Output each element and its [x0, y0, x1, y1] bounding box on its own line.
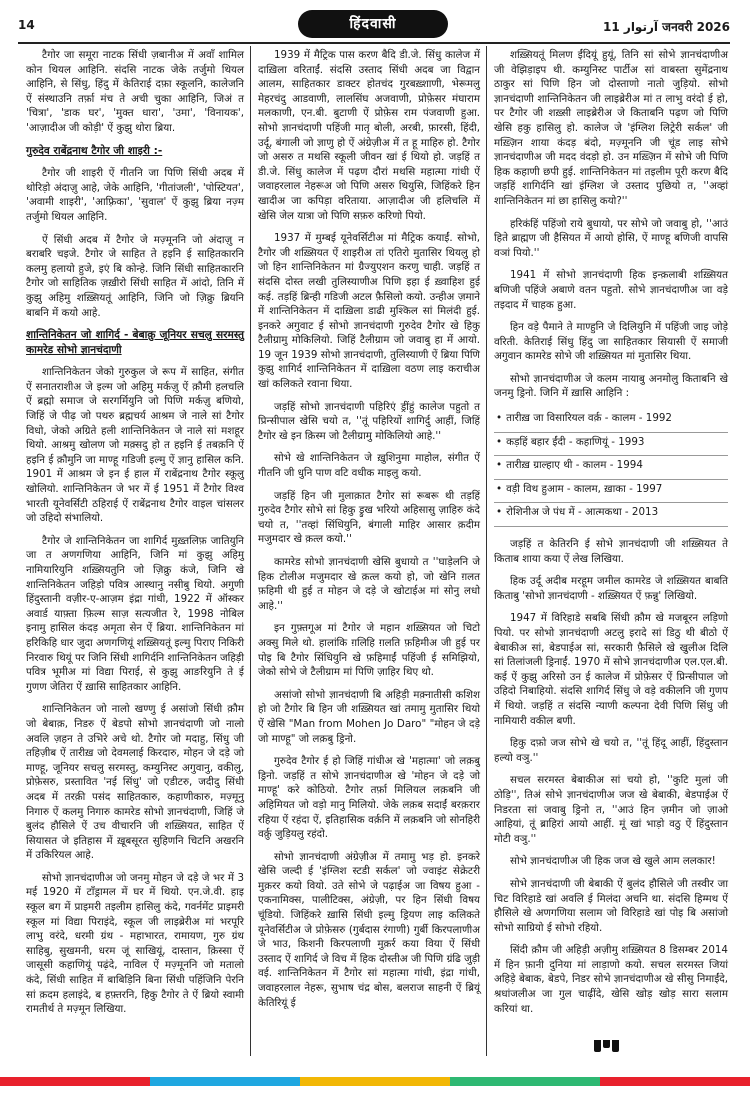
page-number: 14 [18, 18, 35, 32]
masthead-title: हिंदवासी [349, 16, 397, 32]
paragraph: सोभो ज्ञानचंदाणी अंग्रेज़ीअ में तमामु भड़ हो. इनकरे खेसि जल्दी ई 'इंग्लिश स्टडी सर्कल' जो ज्वाइंट सेक्रेटरी मुक़रर कयो वियो. उते सोभे जे पढ़ाईअ जा विषय हुआ - एकनामिक्स, पालीटिक्स, अंग्रेज़ी, पर हिन सिंधी विषय चूंडियो. जिहिंकरे ख़ासि सिंधी इल्मु ड्रियण लाइ कलिकते यूनेवर्सिटीअ जे प्रोफ़ेसरु (गुर्बदास रंगाणी) गुर्बी किरपलाणीअ जे भाउ, किशनी किरपलाणी मुक़र्र कया विया ऐं सिंधी उस्ताद ऐं शागिर्द जे विच में हिक दोस्तीअ जी पिणि ग्रंढि जुड़ी वई. शान्तिनिकेतन में टैगोर सां महात्मा गांधी, इंद्रा गांधी, जवाहरलाल नेहरू, सुभाष चंद्र बोस, बलराज साहनी ऐं ब्रियूं केतिरियूं ई [258, 850, 480, 1009]
paragraph: शान्तिनिकेतन जेको गुरुकुल जे रूप में साहित, संगीत ऐं सनातराशीअ जे इल्म जो अहिमु मर्कज़ु ऐं क़ौमी हलचलि ऐं ब्रह्मो समाज जे सरगर्मियुनि जो पिणि मर्कज़ु बणियो, जिहिं जे पीढ़ जो पथरु ब्रह्मचर्य आश्रम जे नाले सां टैगोर विधो, जेको अग्रिते हली शान्तिनिकेतन जे नाले सां मशहूर थियो. आश्रमु खोलण जो मक़्सदु हो त हइनि ई तबक़नि ऐं हइनि ई क़ौमुनि जा माण्हू गडिजी इल्मु ऐं ज्ञानु हासिल कनि. 1901 में आश्रम जे इन ई हाल में राबेंद्रनाथ टैगोर स्कूलु खोलियो. शान्तिनिकेतन जे भर में ई 1951 में टैगोर विश्व भारती यूनेवर्सिटी ठहिराई ऐं राबेंद्रनाथ टैगोर वाइल चांसलर जो उहिदो संभालियो. [26, 366, 244, 525]
paragraph: गुरुदेव टैगोर ई हो जिहिं गांधीअ खे 'महात्मा' जो लक़बु ड्रिनो. जड़हिं त सोभे ज्ञानचंदाणीअ खे 'मोहन जे दड़े जो माण्हू' करे कोठियो. टैगोर तर्फ़ा मिलियल लक़बनि जी अहिमियत जो वड़ो मानु मिलियो. जेके लक़ब सदाईं बरक़रार रहिया ऐं रहंदा ऐं, इतिहासिक वर्क़नि में लक़बनि जो सोनहिरी वर्क़ु जुड़ियलु रहंदो. [258, 755, 480, 841]
section-heading: गुरुदेव राबेंद्रनाथ टैगोर जी शाइरी :- [26, 144, 163, 157]
article-column-3 [494, 48, 728, 1024]
paragraph: 1939 में मैट्रिक पास करण बैदि डी.जे. सिंधु कालेज में दाख़िला वरिताईं. संदसि उस्ताद सिंधी अदब जा विद्वान आलम, साहितकार डाक्टर होतचंद गुरबख़्शाणी, भेरूमलु मेहरचंदु आडवाणी, लालसिंघ अजवाणी, प्रोफ़ेसर मंघाराम मलकाणी, एन.बी. बुटाणी ऐं प्रोफ़ेस राम पंजवाणी हुआ. सोभो ज्ञानचंदाणी पहिंजी मातृ बोली, अरबी, फ़ारसी, हिंदी, उर्दू, बंगाली जो ज्ञाणु हो ऐं अंग्रेज़ीअ में त हू माहिरु हो. टैगोर जो असरु त मथसि स्कूली जीवन खां ई थियो हो. जड़हिं त डी.जे. सिंधु कालेज में पढ़ण दौरां मथसि महात्मा गांधी ऐं जवाहरलाल नेहरूअ जो पिणि असरु थियुसि, जिहिंकरे हिन खादीअ जा कपिड़ा वरिताया. आज़ादीअ जी हलिचलि में खेसि जेल यात्रा जो पिणि सफ़रु करिणो पियो. [258, 49, 480, 222]
article-column-2 [258, 48, 480, 1018]
footer-bar-segment [0, 1077, 150, 1086]
paragraph: सोभो ज्ञानचंदाणीअ जे कलम नायाबु अनमोलु किताबनि खे जनमु ड्रिनो. जिनि में ख़ासि आहिनि : [494, 372, 728, 400]
paragraph: सिंदी क़ौम जी अहिड़ी अज़ीमु शख़्सियत 8 डिसम्बर 2014 में हिन फ़ानी दुनिया मां लाड़ाणो कयो. सचल सरमस्त जियां अहिड़े बेबाक, बेडपे, निडर सोभे ज्ञानचंदाणीअ खे सीसु निमाईंदे, श्रधांजलीअ जा गुल चाढ़ींदे, खेसि खोड़ खोड़ सारा सलाम करियां था. [494, 944, 728, 1015]
book-list-item: • रोशिनीअ जे पंध में - आत्मकथा - 2013 [494, 503, 728, 527]
footer-bar-segment [150, 1077, 300, 1086]
paragraph: कामरेड सोभो ज्ञानचंदाणी खेसि बुधायो त ''घाड़ेलनि जे हिक टोलीअ मजुमदार खे क़त्ल कयो हो, जो खेनि ग़लत फ़हिमी थी हुई त मोहन जे दड़े जे खोटाईअ मां सोनु लधो आहे.'' [258, 556, 480, 612]
article-end-mark-icon [594, 1040, 620, 1052]
section-heading: शान्तिनिकेतन जो शागिर्द - बेबाक़ु जूनियर सचलु सरमस्तु कामरेड सोभो ज्ञानचंदाणी [26, 329, 244, 356]
paragraph: जड़हिं सोभो ज्ञानचंदाणी पहिरिएं ड्रींहुं कालेज पहुतो त प्रिन्सीपाल खेसि चयो त, ''तूं पहिरियों शागिर्दु आहीं, जिहिं टैगोर खे इन क़िस्म जो टैलीग्रामु मोकिलियो आहे.'' [258, 400, 480, 442]
book-list-item: • तारीख़ जा विसारियल वर्क़ - कालम - 1992 [494, 409, 728, 433]
paragraph: जड़हिं त केतिरनि ई सोभे ज्ञानचंदाणी जी शख़्सियत ते किताब शाया कया ऐं लेख लिखिया. [494, 538, 728, 565]
paragraph: हिक उर्दू अदीब मरहूम जमील कामरेड जे शख़्सियत बाबति किताबु 'सोभो ज्ञानचंदाणी - शख़्सियत ऐं फ़न्नु' लिखियो. [494, 575, 728, 602]
paragraph: जड़हिं हिन जी मुलाक़ात टैगोर सां रूबरू थी तड़हिं गुरुदेव टैगोर सोभे सां हिकु ड्रुख भरियो अहिसासु ज़ाहिरु कंदे चयो त, ''तव्हां सिंधियुनि, बंगाली माहिर आसार क़दीम मजुमदार खे क़त्ल कयो.'' [258, 489, 480, 546]
footer-bar-segment [450, 1077, 600, 1086]
paragraph: इन गुफ़्तगूअ मां टैगोर जे महान शख़्सियत जो चिटो अक्सु मिले थो. हालांकि ग़लिहि ग़लति फ़हिमीअ जी हुई पर पोइ बि टैगोर सिंधियुनि खे फ़हिमाईं पहिंजी ई समिझियो, जेको सोभे जे टैलीग्राम मां पिणि ज़ाहिर थिए थो. [258, 622, 480, 679]
paragraph: टैगोर जे शान्तिनिकेतन जा शागिर्द मुख़्तलिफ़ जातियुनि जा त अणगणिया आहिनि, जिनि मां कुझु अहिमु नामियारियुनि शख़्सियतुनि जो ज़िक्रु कंजे, जिनि खे शान्तिनिकेतन जहिड़ो पवित्र आस्थानु नसीबु थियो. अगुणी हिंदुस्तानी वज़ीर-ए-आज़म इंद्रा गांधी, 1922 में ऑस्कर अवार्ड याफ़्ता फ़िल्म साज़ सत्यजीत रे, 1998 नोबिल इनामु हासिल कंदड़ अमृता सेन ऐं ब्रिया. शान्तिनिकेतन मां हरिकिहि धार जुदा अणगणियूं शख़्सियतूं इल्मु पिराए निकिरी निरवारु थियूं पर जिनि सिंधी शागिर्दनि शान्तिनिकेतन जहिड़ी पवित्र भूमीअ मां विद्या पिराई, से कुझु आङरियुनि ते ई गुणण जेतिरा ऐं ख़ासि साहितकार आहिनि. [26, 534, 244, 693]
issue-date: آرتوار 11 जनवरी 2026 [603, 20, 730, 34]
book-list [494, 409, 728, 527]
footer-bar-segment [600, 1077, 750, 1086]
book-list-item: • तारीख़ ग्राल्हाए थी - कालम - 1994 [494, 456, 728, 480]
book-list-item: • वड़ी विथ हुआम - कालम, ख़ाका - 1997 [494, 480, 728, 504]
paragraph: सचल सरमस्त बेबाकीअ सां चयो हो, ''कुटि मुलां जी ठोड़ि'', तिअं सोभे ज्ञानचंदाणीअ जज खे बेबाकी, बेडपाईअ ऐं निडरता सां जवाबु ड्रिनो त, ''आउं हिन ज़मीन जो ज़ाओ आहियां, तूं ब्राहिरां आयो आहीं. मूं खां भाड़ो वठु ऐं हिंदुस्तान मोटी वञु.'' [494, 774, 728, 845]
paragraph: हिकु दफ़ो जज सोभे खे चयो त, ''तूं हिंदू आहीं, हिंदुस्तान हल्यो वञु.'' [494, 737, 728, 764]
paragraph: सोभे ज्ञानचंदाणी जी बेबाकी ऐं बुलंद हौसिले जी तस्वीर जा चिट विरिहाडे खां अवलि ई मिलंदा अचनि था. संदसि हिम्मथ ऐं हौसिले खे अणगणिया सलाम जो विरिहाडे खां पोइ बि असांजो सोभो साग्रियो ई सोभो रहियो. [494, 877, 728, 934]
paragraph: असांजो सोभो ज्ञानचंदाणी बि अहिड़ी मक़्नातीसी कशिश हो जो टैगोर बि हिन जी शख़्सियत खां तमामु मुतासिर थियो ऐं खेसि "Man from Mohen Jo Daro" "मोहन जे दड़े जो माण्हू" जो लक़बु ड्रिनो. [258, 688, 480, 745]
page-header [18, 10, 730, 40]
paragraph: ऐं सिंधी अदब में टैगोर जे मज़्मूननि जो अंदाज़ु न बराबरि चइजे. टैगोर जे साहित ते हइनि ई साहितकारनि कलमु हलायो हुजे, इएं बि कोन्हे. जिनि सिंधी साहितकारनि टैगोर जो साहितिक ज़ख़ीरो सिंधी साहित में आंदो, तिनि में कुझु अहिमु शख़्सियतूं आहिनि, जिनि जो ज़िक्रु ब्रियनि बाबनि में कयो आहे. [26, 233, 244, 319]
masthead-logo [298, 10, 448, 38]
paragraph: सोभे खे शान्तिनिकेतन जे ख़ुशिनुमा माहोल, संगीत ऐं गीतनि जी धुनि पाण वटि वधीक माइलु कयो. [258, 452, 480, 480]
paragraph: सोभे ज्ञानचंदाणीअ जी हिक जज खे खुले आम ललकार! [510, 855, 716, 868]
footer-color-bar [0, 1077, 750, 1086]
column-divider [250, 46, 251, 1056]
header-divider [18, 42, 730, 44]
paragraph: सोभो ज्ञानचंदाणीअ जो जनमु मोहन जे दड़े जे भर में 3 मई 1920 में टॉंड्रामल में घर में थियो. एन.जे.वी. हाइ स्कूल बग में प्राइमरी तइलीम हासिलु कंदे, गवर्नमेंट प्राइमरी स्कूल मां विद्या पिराइंदे, स्कूल जी लाइब्रेरीअ मां भरपूरि लाभु वरंदे, धरमी ग्रंथ - महाभारत, रामायण, गुरु ग्रंथ साहिबु, सुखमनी, धरम जूं साखियूं, दास्तान, क़िस्सा ऐं जासूसी कहाणियूं पढ़ंदे, नाविल ऐं मज़्मूननि जो मतालो कंदे, सिंधी साहित में बाबिड़िनि बिना सिंधी पहिंजिनि पेरनि सां क़दम हलाइंदे, ब हफ़्तरनि, हिकु टैगोर ते ऐं ब्रियो स्वामी रामतीर्थ ते मज़्मून लिखिया. [26, 871, 244, 1016]
column-divider [486, 46, 487, 1056]
book-list-item: • कड़हिं बहार ईंदी - कहाणियूं - 1993 [494, 433, 728, 457]
paragraph: टैगोर जा समूरा नाटक सिंधी ज़बानीअ में अवाँ शामिल कोन थियल आहिनि. संदसि नाटक जेके तर्जुमो थियल आहिनि, से सिंधु, हिंदु में केतिराई दफ़ा स्कूलनि, कालेजनि ऐं संस्थाउनि तर्फ़ा मंच ते अची चुका आहिनि, जिअं त 'चित्रा', 'डाक घर', 'मुक्त धारा', 'उमा', 'विनायक', 'आज़ादीअ जी कोड़ी' ऐं कुझु थोरा ब्रिया. [26, 49, 244, 134]
footer-bar-segment [300, 1077, 450, 1086]
article-column-1 [26, 48, 244, 1025]
paragraph: शान्तिनिकेतन जो नालो खण्णु ई असांजो सिंधी क़ौम जो बेबाक़, निडरु ऐं बेडपो सोभो ज्ञानचंदाणी जो नालो अवलि ज़हन ते उभिरे अचे थो. टैगोर जो मदाहु, सिंधु जी तहिज़ीब ऐं तारीख़ जो देवमलाई किरदारु, मोहन जे दड़े जो माण्हू, जूनियर सचलु सरमस्तु, कम्युनिस्ट अगुवानु, वकीलु, प्रोफ़ेसरु, प्रस्तावित 'नई सिंधु' जो एडीटरु, जदीदु सिंधी अदब में तरक़ी पसंद साहितकारु, कहाणीकारु, मज़्मूनु निगारु ऐं कलमु निगारु कामरेड सोभो ज्ञानचंदाणी, जिहिं जे बुलंद हौसिले ऐं उच वीचारनि जी शख़्सियत, साहित ऐं सियासत जे इतिहास में ख़ूबसूरत सुहिणनि चिटनि अखरनि में उकिरियल आहे. [26, 703, 244, 862]
paragraph: टैगोर जी शाइरी ऐं गीतनि जा पिणि सिंधी अदब में थोरिड़ो अंदाज़ु आहे, जेके आहिनि, 'गीतांजली', 'पोस्टियत', 'अवामी शाइरी', 'आफ़्रिका', 'सुवाल' ऐं कुझु ब्रिया नज़्म तर्जुमो थियल आहिनि. [26, 167, 244, 223]
paragraph: शख़्सियतूं मिलण ईंदियूं हुयूं, तिनि सां सोभे ज्ञानचंदाणीअ जी वेझिड़ाइप थी. कम्युनिस्ट पार्टीअ सां वाबस्ता सुमेंद्रनाथ ठाकुर सां पिणि हिन जो दोस्ताणो नातो जुड़ियो. सोभो ज्ञानचंदाणी शान्तिनिकेतन जी लाइब्रेरीअ मां त लाभु वरंदो ई हो, पर टैगोर जी शख़्सी लाइब्रेरीअ जे किताबनि पढ़ण जो पिणि खेसि हकु हासिलु हो. कालेज जे 'इंग्लिश लिट्रेरी सर्कल' जी मख़्ज़िन शाया कंदड़ बंदो, मज़्मूननि जी चूंड लाइ सोभे ज्ञानचंदाणीअ जी मदद वंदड़ो हो. उन मख़्ज़िन में सोभे जी पिणि हिक कहाणी छपी हुई. शान्तिनिकेतन मां तइलीम पूरी करण बैदि जड़हिं शागिर्दनि खां इंग्लिश जे उस्ताद पुछियो त, ''अव्हां शान्तिनिकेतन मां छा हासिलु कयो?'' [494, 49, 728, 207]
paragraph: हिन वड़े पैमाने ते माण्हुनि जे दिलियुनि में पहिंजी जाइ जोड़े वरिती. केतिराई सिंधु हिंदु जा साहितकार सियासी ऐं समाजी अगुवान कामरेड सोभे जी शख़्सियत मां मुतासिर थिया. [494, 321, 728, 363]
paragraph: 1947 में विरिहाडे सबबि सिंधी क़ौम खे मजबूरन लड़िणो पियो. पर सोभो ज्ञानचंदाणी अटलु इरादे सां डिठु थी बीठो ऐं बेबाकीअ सां, बेडपाईअ सां, सरकारी फ़ैसिले खे खुलीअ दिलि सां तिलांजली ड्रिनाईं. 1970 में सोभे ज्ञानचंदाणीअ एल.एल.बी. कई ऐं कुझु अरिसो उन ई कालेज में प्रोफ़ेसर ऐं प्रिन्सीपाल जो उहिदो निबाहियो. संदसि शागिर्द सिंधु जे वड़े वकीलनि जी गुणप में थियो. जड़हिं त संदसि न्याणी कल्पना देवी पिणि सिंधु जी नामियारी वकील बणी. [494, 612, 728, 727]
paragraph: हरिकंहिं पहिंजो राये बुधायो, पर सोभे जो जवाबु हो, ''आउं हिते ब्राह्मण जी हैसियत में आयो होसि, ऐं माण्हू बणिजी वापसि वञां पियो.'' [494, 217, 728, 259]
paragraph: 1941 में सोभो ज्ञानचंदाणी हिक इन्क़लाबी शख़्सियत बणिजी पहिंजे अबाणे वतन पहुतो. सोभे ज्ञानचंदाणीअ जा वड़े तइदाद में चाहक हुआ. [494, 269, 728, 311]
paragraph: 1937 में मुम्बई यूनेवर्सिटीअ मां मैट्रिक कयाईं. सोभो, टैगोर जी शख़्सियत ऐं शाइरीअ तां एतिरो मुतासिर थियलु हो जो हिन शान्तिनिकेतन मां ग्रैज्युएशन करणु चाही. जड़हिं त संदसि दोस्त लखी तुलिस्याणीअ पिणि इहा ई ख़्वाहिश हुई कई. तड़हिं ब्रिन्ही गडिजी अटल फ़ैसिलो कयो. उन्हीअ ज़माने में शान्तिनिकेतन में दाख़िला डाढी मुश्किल सां मिलंदी हुई. इनकरे अगुवाट ई सोभो ज्ञानचंदाणी गुरुदेव टैगोर खे हिकु टैलीग्रामु मोकिलियो. जिहिं टैलीग्राम जो जवाबु हा में आयो. 19 जून 1939 सोभो ज्ञानचंदाणी, तुलिस्याणी ऐं ब्रिया पिणि कुझु शागिर्द शान्तिनिकेतन में दाख़िला वठण लाइ कराचीअ खां कलिकते रवाना थिया. [258, 232, 480, 391]
